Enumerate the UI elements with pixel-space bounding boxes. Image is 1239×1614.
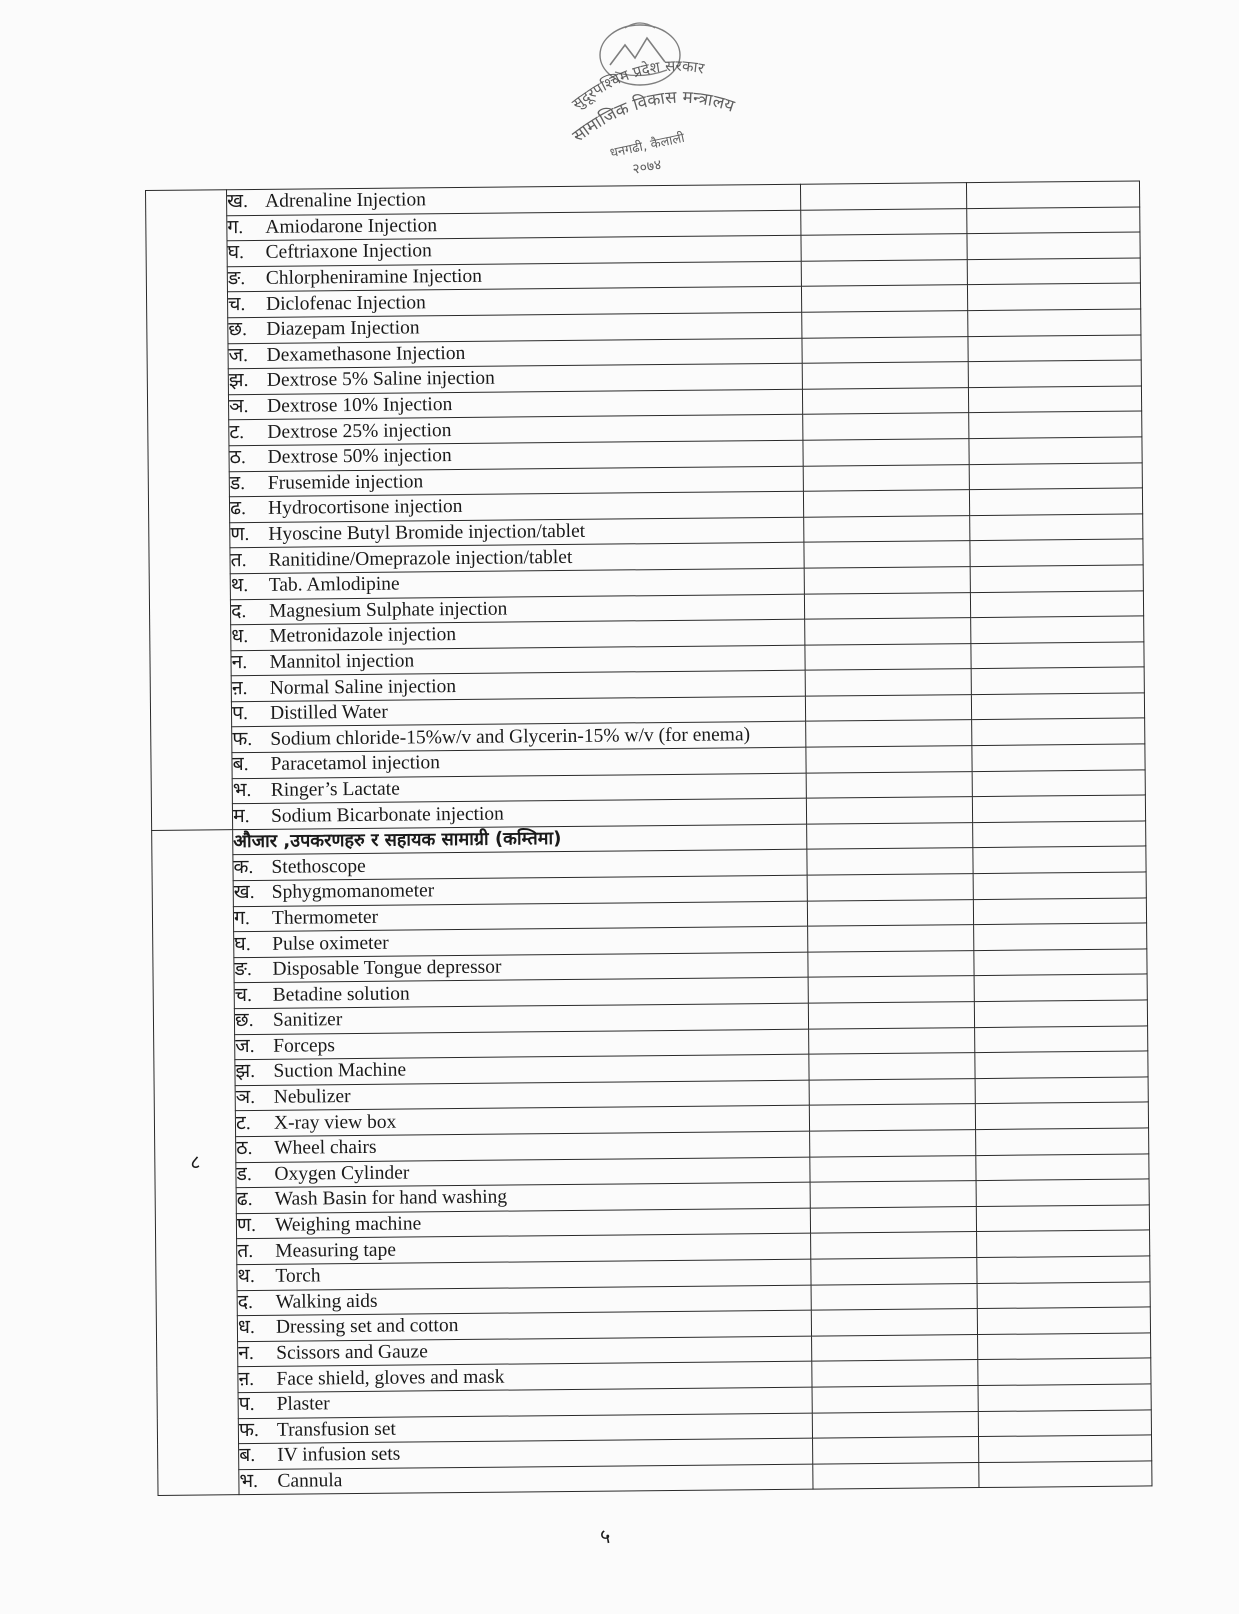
item-marker: ऩ. [231,677,248,699]
blank-cell [968,360,1141,387]
item-name: Normal Saline injection [269,675,457,699]
item-marker: ज. [235,1035,255,1058]
item-marker: ख. [233,882,255,904]
item-name: Dextrose 50% injection [267,445,452,469]
item-name: Stethoscope [271,855,366,878]
blank-cell [979,1461,1152,1488]
section-number: ८ [190,1150,201,1174]
item-marker: ठ. [229,447,246,469]
blank-cell [978,1333,1151,1360]
item-name: Magnesium Sulphate injection [268,598,508,622]
blank-cell [971,693,1144,720]
item-marker: त. [237,1240,254,1262]
item-marker: ट. [229,421,245,443]
blank-cell [976,1179,1149,1206]
item-name: Pulse oximeter [272,932,389,955]
blank-cell [808,1002,974,1029]
item-name: Chlorpheniramine Injection [265,265,483,289]
item-name: Weighing machine [274,1213,422,1236]
item-marker: थ. [237,1266,255,1288]
item-name: Diazepam Injection [266,317,420,341]
item-name: Tab. Amlodipine [268,573,400,597]
item-marker: झ. [235,1061,256,1083]
blank-cell [967,258,1140,285]
blank-cell [808,925,974,952]
blank-cell [976,1205,1149,1232]
item-marker: भ. [239,1470,259,1493]
blank-cell [807,874,973,901]
item-name: Betadine solution [272,983,410,1006]
item-name: Transfusion set [276,1418,397,1441]
blank-cell [970,539,1143,566]
blank-cell [967,283,1140,310]
blank-cell [809,1053,975,1080]
blank-cell [801,259,967,286]
item-marker: प. [238,1394,255,1416]
blank-cell [802,387,968,414]
item-marker: ज. [228,344,249,367]
item-name: Amiodarone Injection [265,215,438,238]
blank-cell [972,744,1145,771]
item-marker: ड. [236,1163,252,1186]
section-heading: औजार ,उपकरणहरु र सहायक सामाग्री (कम्तिमा) [233,828,562,853]
blank-cell [809,1027,975,1054]
item-marker: ढ. [229,498,247,520]
blank-cell [970,590,1143,617]
item-name: Suction Machine [273,1060,407,1083]
checklist-table [145,180,1152,1496]
blank-cell [811,1232,977,1259]
item-name: Dressing set and cotton [275,1315,459,1339]
item-name: Cannula [277,1470,343,1492]
item-name: IV infusion sets [277,1443,401,1467]
blank-cell [969,488,1142,515]
blank-cell [971,642,1144,669]
ministry-seal [555,10,755,180]
blank-cell [804,515,970,542]
item-name: Ranitidine/Omeprazole injection/tablet [268,546,573,571]
blank-cell [801,208,967,235]
item-name: Hyoscine Butyl Bromide injection/tablet [268,520,586,545]
blank-cell [810,1130,976,1157]
item-name: Thermometer [271,906,379,929]
item-marker: ब. [232,754,249,776]
blank-cell [968,386,1141,413]
item-marker: ट. [235,1112,251,1134]
blank-cell [811,1309,977,1336]
blank-cell [804,592,970,619]
item-marker: ढ. [236,1189,253,1211]
item-marker: फ. [232,728,253,750]
item-marker: थ. [230,575,249,597]
item-name: Measuring tape [275,1239,397,1262]
item-name: Sanitizer [272,1009,343,1032]
blank-cell [972,718,1145,745]
item-name: Dextrose 10% Injection [266,394,453,417]
item-marker: ग. [227,216,244,239]
blank-cell [806,746,972,773]
item-marker: भ. [232,779,252,802]
item-name: Dextrose 25% injection [267,419,452,443]
seal-emblem [555,10,755,180]
blank-cell [810,1181,976,1208]
blank-cell [968,335,1141,362]
item-marker: न. [238,1343,254,1365]
seal-line-1: सुदूरपश्चिम प्रदेश सरकार [568,56,706,113]
item-marker: च. [234,984,253,1006]
blank-cell [966,181,1139,208]
item-marker: ठ. [236,1138,253,1160]
item-marker: घ. [234,933,251,955]
item-marker: ऩ. [238,1368,255,1390]
serial-cell [152,830,239,1496]
blank-cell [977,1230,1150,1257]
item-name: Plaster [276,1393,330,1415]
blank-cell [976,1128,1149,1155]
blank-cell [813,1462,979,1489]
blank-cell [977,1307,1150,1334]
blank-cell [971,616,1144,643]
item-name: Sphygmomanometer [271,880,435,904]
blank-cell [975,1051,1148,1078]
blank-cell [806,771,972,798]
item-marker: द. [237,1291,254,1313]
blank-cell [803,464,969,491]
blank-cell [977,1281,1150,1308]
item-name: Forceps [273,1035,336,1057]
item-marker: च. [228,293,246,315]
item-name: Sodium chloride-15%w/v and Glycerin-15% w/v (for enema) [270,723,751,750]
blank-cell [802,362,968,389]
item-name: Walking aids [275,1290,378,1313]
blank-cell [971,667,1144,694]
blank-cell [809,1104,975,1131]
blank-cell [805,669,971,696]
blank-cell [806,797,972,824]
blank-cell [810,1206,976,1233]
blank-cell [968,309,1141,336]
item-name: Mannitol injection [269,650,415,673]
blank-cell [973,846,1146,873]
item-marker: क. [233,856,254,878]
blank-cell [974,1000,1147,1027]
item-name: Wash Basin for hand washing [274,1187,508,1211]
blank-cell [801,234,967,261]
blank-cell [812,1360,978,1387]
item-name: Face shield, gloves and mask [276,1366,505,1390]
blank-cell [974,923,1147,950]
blank-cell [803,413,969,440]
blank-cell [807,822,973,849]
item-marker: छ. [228,319,247,341]
item-name: Torch [275,1265,321,1288]
blank-cell [967,207,1140,234]
item-marker: ध. [237,1317,255,1339]
blank-cell [972,795,1145,822]
item-name: Ceftriaxone Injection [265,240,432,264]
seal-line-3: धनगढी, कैलाली [608,130,686,162]
item-name: Nebulizer [273,1086,351,1108]
blank-cell [970,565,1143,592]
blank-cell [803,490,969,517]
blank-cell [806,720,972,747]
blank-cell [973,898,1146,925]
item-marker: ण. [236,1215,257,1237]
blank-cell [812,1334,978,1361]
item-marker: ङ. [227,268,246,290]
document-sheet [145,180,1147,1496]
blank-cell [802,336,968,363]
item-name: Scissors and Gauze [276,1341,428,1364]
blank-cell [808,976,974,1003]
item-marker: ङ. [234,959,252,981]
blank-cell [805,694,971,721]
item-marker: झ. [228,370,249,392]
blank-cell [804,541,970,568]
item-name: Dexamethasone Injection [266,342,466,366]
blank-cell [807,899,973,926]
item-name: Frusemide injection [267,471,424,494]
blank-cell [802,311,968,338]
blank-cell [812,1385,978,1412]
item-name: Hydrocortisone injection [267,496,463,520]
item-name: Dextrose 5% Saline injection [266,368,495,392]
item-name: Wheel chairs [274,1137,377,1160]
item-marker: ख. [227,191,249,213]
blank-cell [975,1102,1148,1129]
blank-cell [800,183,966,210]
blank-cell [805,643,971,670]
item-marker: ञ. [228,396,249,418]
item-marker: न. [231,652,248,674]
item-marker: द. [230,600,247,622]
item-marker: फ. [238,1419,259,1441]
blank-cell [812,1411,978,1438]
blank-cell [801,285,967,312]
blank-cell [804,567,970,594]
item-marker: ब. [239,1445,256,1467]
blank-cell [975,1077,1148,1104]
seal-line-2: सामाजिक विकास मन्त्रालय [568,87,737,147]
blank-cell [973,821,1146,848]
item-name: Oxygen Cylinder [274,1162,410,1185]
blank-cell [803,439,969,466]
blank-cell [976,1153,1149,1180]
item-name: Diclofenac Injection [265,291,426,315]
item-marker: ग. [233,907,250,930]
item-name: Ringer’s Lactate [270,778,400,801]
item-name: Adrenaline Injection [265,189,427,213]
seal-line-4: २०७४ [631,156,663,178]
blank-cell [974,974,1147,1001]
item-marker: ध. [231,626,249,648]
blank-cell [809,1078,975,1105]
blank-cell [811,1258,977,1285]
blank-cell [813,1437,979,1464]
blank-cell [808,950,974,977]
item-marker: प. [231,703,249,725]
blank-cell [978,1384,1151,1411]
blank-cell [805,618,971,645]
blank-cell [973,872,1146,899]
blank-cell [975,1026,1148,1053]
item-marker: त. [230,549,247,571]
item-name: Paracetamol injection [270,752,441,776]
item-cell [239,1464,813,1495]
item-name: X-ray view box [273,1111,397,1134]
blank-cell [969,462,1142,489]
blank-cell [974,949,1147,976]
blank-cell [970,514,1143,541]
blank-cell [967,232,1140,259]
item-name: Distilled Water [269,701,388,724]
blank-cell [811,1283,977,1310]
blank-cell [969,437,1142,464]
blank-cell [978,1358,1151,1385]
item-marker: ण. [230,524,250,546]
blank-cell [979,1435,1152,1462]
blank-cell [972,770,1145,797]
page-number: ५ [600,1524,611,1548]
item-marker: ञ. [235,1087,256,1109]
item-marker: म. [232,805,250,827]
item-marker: ड. [229,472,246,495]
item-name: Disposable Tongue depressor [272,956,502,980]
blank-cell [810,1155,976,1182]
blank-cell [977,1256,1150,1283]
blank-cell [807,848,973,875]
item-name: Metronidazole injection [269,624,457,648]
item-marker: छ. [234,1010,254,1032]
blank-cell [969,411,1142,438]
blank-cell [978,1409,1151,1436]
item-name: Sodium Bicarbonate injection [270,803,504,827]
serial-cell [146,190,233,831]
item-marker: घ. [227,242,245,264]
